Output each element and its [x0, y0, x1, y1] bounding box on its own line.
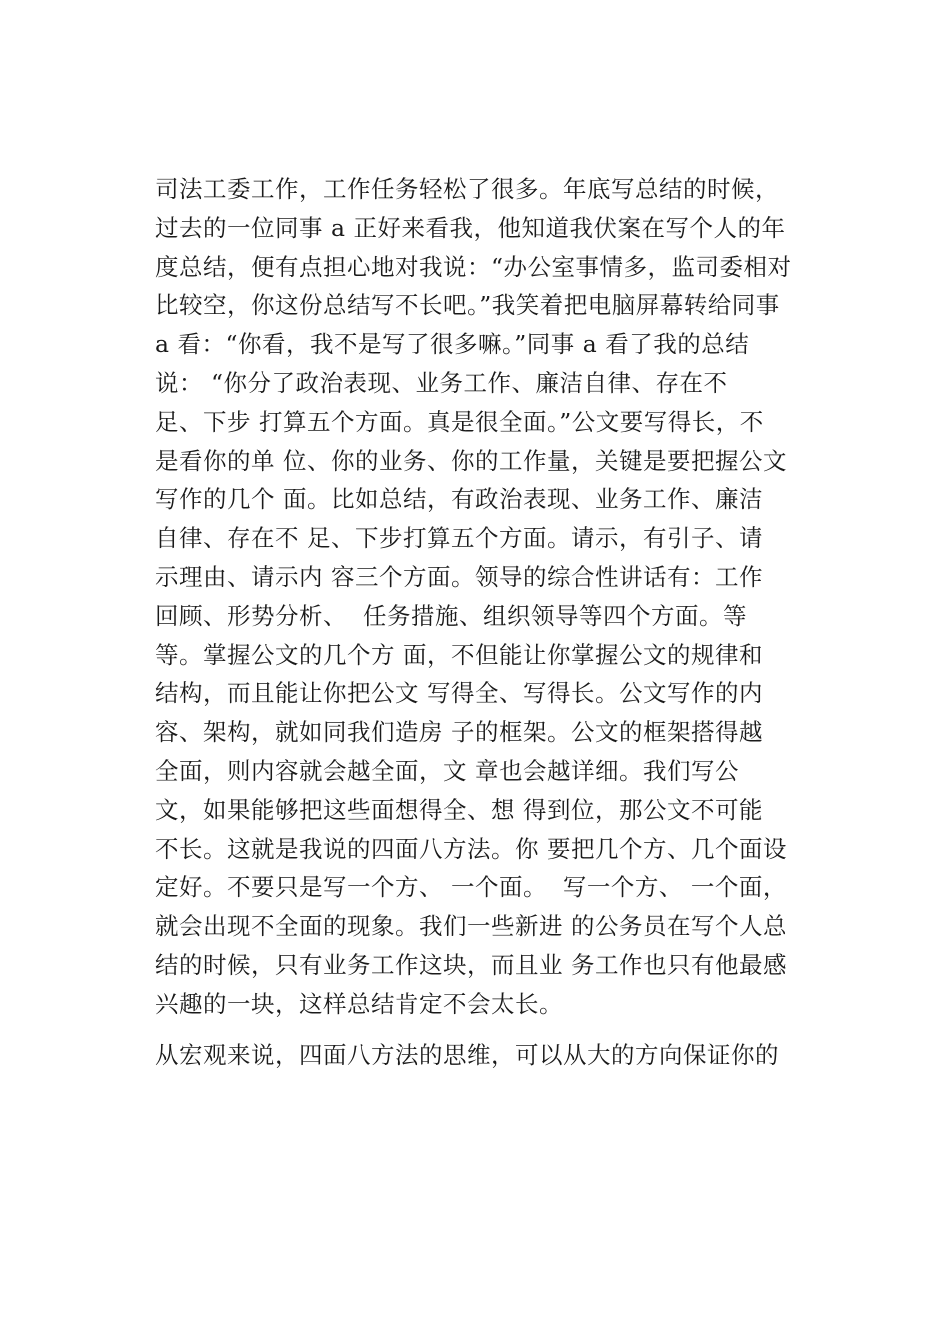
text-line: 就会出现不全面的现象。我们一些新进 的公务员在写个人总	[155, 912, 787, 941]
text-line: 从宏观来说，四面八方法的思维，可以从大的方向保证你的	[155, 1040, 779, 1069]
paragraph-2	[155, 1036, 845, 1075]
text-line: 容、架构，就如同我们造房 子的框架。公文的框架搭得越	[155, 718, 763, 747]
text-line: 足、下步 打算五个方面。真是很全面。”公文要写得长，不	[155, 407, 764, 436]
text-line: 定好。不要只是写一个方、 一个面。 写一个方、 一个面，	[155, 873, 787, 902]
text-line: 文，如果能够把这些面想得全、想 得到位，那公文不可能	[155, 795, 763, 824]
text-line: 结的时候，只有业务工作这块，而且业 务工作也只有他最感	[155, 950, 787, 979]
text-line: 兴趣的一块，这样总结肯定不会太长。	[155, 989, 563, 1018]
text-line: 示理由、请示内 容三个方面。领导的综合性讲话有：工作	[155, 562, 763, 591]
text-line: 是看你的单 位、你的业务、你的工作量，关键是要把握公文	[155, 446, 787, 475]
paragraph-spacer	[155, 1024, 845, 1036]
text-line: 回顾、形势分析、 任务措施、组织领导等四个方面。等	[155, 601, 747, 630]
text-line: 等。掌握公文的几个方 面，不但能让你掌握公文的规律和	[155, 640, 763, 669]
text-line: 结构，而且能让你把公文 写得全、写得长。公文写作的内	[155, 679, 763, 708]
text-line: 过去的一位同事 a 正好来看我，他知道我伏案在写个人的年	[155, 213, 786, 242]
text-line: 比较空，你这份总结写不长吧。”我笑着把电脑屏幕转给同事	[155, 291, 780, 320]
text-line: 全面，则内容就会越全面，文 章也会越详细。我们写公	[155, 756, 739, 785]
text-line: 不长。这就是我说的四面八方法。你 要把几个方、几个面设	[155, 834, 787, 863]
text-line: 说： “你分了政治表现、业务工作、廉洁自律、存在不	[155, 368, 728, 397]
body-text	[155, 170, 845, 1074]
text-line: 写作的几个 面。比如总结，有政治表现、业务工作、廉洁	[155, 485, 763, 514]
text-line: a 看：“你看，我不是写了很多嘛。”同事 a 看了我的总结	[155, 330, 750, 359]
paragraph-1	[155, 170, 845, 1024]
text-line: 度总结，便有点担心地对我说：“办公室事情多，监司委相对	[155, 252, 792, 281]
text-line: 司法工委工作，工作任务轻松了很多。年底写总结的时候，	[155, 175, 779, 203]
text-line: 自律、存在不 足、下步打算五个方面。请示，有引子、请	[155, 524, 763, 553]
